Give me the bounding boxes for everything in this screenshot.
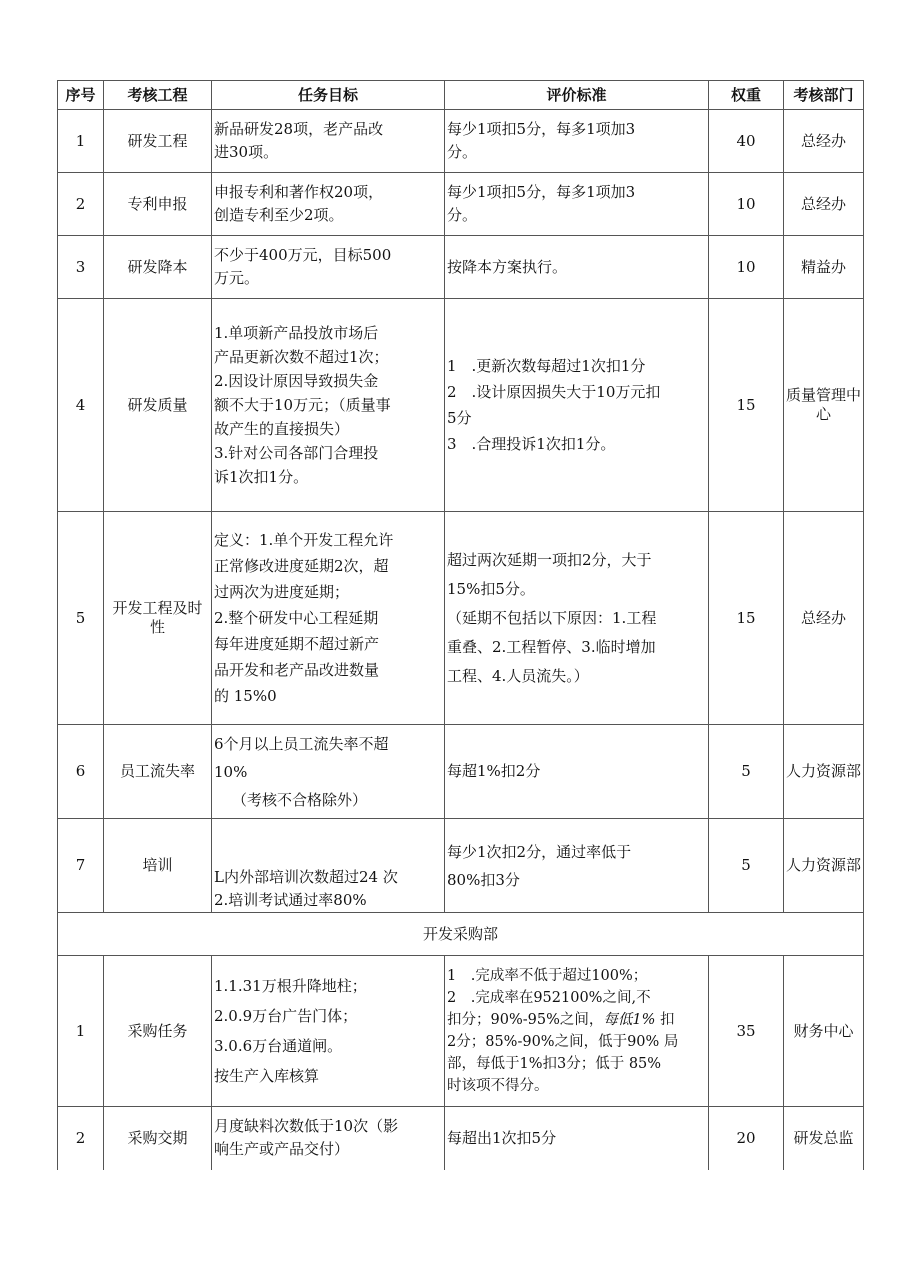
table-row [58, 173, 864, 236]
row-criteria: 每少1次扣2分，通过率低于 80%扣3分 [445, 819, 709, 913]
row-seq: 4 [58, 299, 104, 512]
row-goal: 定义：1.单个开发工程允许 正常修改进度延期2次，超 过两次为进度延期； 2.整个研发中心工程延期 每年进度延期不超过新产 品开发和老产品改进数量 的 15%0 [212, 512, 445, 725]
row-item: 员工流失率 [104, 725, 212, 819]
row-goal: 1.1.31万根升降地柱； 2.0.9万台广告门体； 3.0.6万台通道闸。 按生产入库核算 [212, 956, 445, 1107]
row-dept: 精益办 [784, 236, 864, 299]
row-item: 研发降本 [104, 236, 212, 299]
row-dept: 质量管理中心 [784, 299, 864, 512]
row-criteria: 1 .完成率不低于超过100%； 2 .完成率在952100%之间,不 扣分；90%-95%之间，每低1% 扣 2分；85%-90%之间，低于90% 局 部，每低于1%扣3分；低于 85% 时该项不得分。 [445, 956, 709, 1107]
row-seq: 1 [58, 956, 104, 1107]
header-item: 考核工程 [104, 81, 212, 110]
row-dept: 总经办 [784, 512, 864, 725]
row-weight: 15 [709, 512, 784, 725]
table-row [58, 1107, 864, 1170]
row-weight: 20 [709, 1107, 784, 1170]
row-item: 研发工程 [104, 110, 212, 173]
row-goal: 6个月以上员工流失率不超 10% （考核不合格除外） [212, 725, 445, 819]
row-weight: 15 [709, 299, 784, 512]
table-row [58, 299, 864, 512]
row-item: 培训 [104, 819, 212, 913]
row-weight: 5 [709, 725, 784, 819]
row-dept: 研发总监 [784, 1107, 864, 1170]
row-dept: 总经办 [784, 110, 864, 173]
row-criteria: 超过两次延期一项扣2分，大于 15%扣5分。 （延期不包括以下原因：1.工程 重叠、2.工程暂停、3.临时增加 工程、4.人员流失。） [445, 512, 709, 725]
row-criteria: 每超出1次扣5分 [445, 1107, 709, 1170]
row-dept: 总经办 [784, 173, 864, 236]
row-goal: 不少于400万元，目标500 万元。 [212, 236, 445, 299]
header-goal: 任务目标 [212, 81, 445, 110]
table-row [58, 819, 864, 913]
row-goal: L内外部培训次数超过24 次 2.培训考试通过率80% [212, 819, 445, 913]
row-weight: 5 [709, 819, 784, 913]
table-row [58, 725, 864, 819]
row-dept: 财务中心 [784, 956, 864, 1107]
row-seq: 3 [58, 236, 104, 299]
row-seq: 2 [58, 1107, 104, 1170]
row-weight: 40 [709, 110, 784, 173]
row-seq: 1 [58, 110, 104, 173]
row-criteria: 每少1项扣5分，每多1项加3 分。 [445, 173, 709, 236]
row-item: 研发质量 [104, 299, 212, 512]
row-dept: 人力资源部 [784, 819, 864, 913]
row-item: 专利申报 [104, 173, 212, 236]
header-seq: 序号 [58, 81, 104, 110]
header-criteria: 评价标准 [445, 81, 709, 110]
row-seq: 2 [58, 173, 104, 236]
table-row [58, 512, 864, 725]
section-title: 开发采购部 [58, 913, 864, 956]
row-goal: 月度缺料次数低于10次（影 响生产或产品交付） [212, 1107, 445, 1170]
table-row [58, 236, 864, 299]
row-criteria: 1 .更新次数每超过1次扣1分 2 .设计原因损失大于10万元扣 5分 3 .合理投诉1次扣1分。 [445, 299, 709, 512]
row-weight: 10 [709, 173, 784, 236]
row-goal: 申报专利和著作权20项， 创造专利至少2项。 [212, 173, 445, 236]
row-seq: 7 [58, 819, 104, 913]
row-dept: 人力资源部 [784, 725, 864, 819]
row-seq: 5 [58, 512, 104, 725]
row-weight: 35 [709, 956, 784, 1107]
row-item: 开发工程及时性 [104, 512, 212, 725]
assessment-table [57, 80, 864, 1170]
table-row [58, 110, 864, 173]
row-goal: 1.单项新产品投放市场后 产品更新次数不超过1次； 2.因设计原因导致损失金 额不大于10万元；（质量事 故产生的直接损失） 3.针对公司各部门合理投 诉1次扣1分。 [212, 299, 445, 512]
row-item: 采购交期 [104, 1107, 212, 1170]
table-row [58, 956, 864, 1107]
row-criteria: 按降本方案执行。 [445, 236, 709, 299]
section-row [58, 913, 864, 956]
row-criteria: 每超1%扣2分 [445, 725, 709, 819]
row-criteria: 每少1项扣5分，每多1项加3 分。 [445, 110, 709, 173]
header-dept: 考核部门 [784, 81, 864, 110]
row-item: 采购任务 [104, 956, 212, 1107]
row-weight: 10 [709, 236, 784, 299]
row-seq: 6 [58, 725, 104, 819]
row-goal: 新品研发28项，老产品改 进30项。 [212, 110, 445, 173]
header-row [58, 81, 864, 110]
header-weight: 权重 [709, 81, 784, 110]
